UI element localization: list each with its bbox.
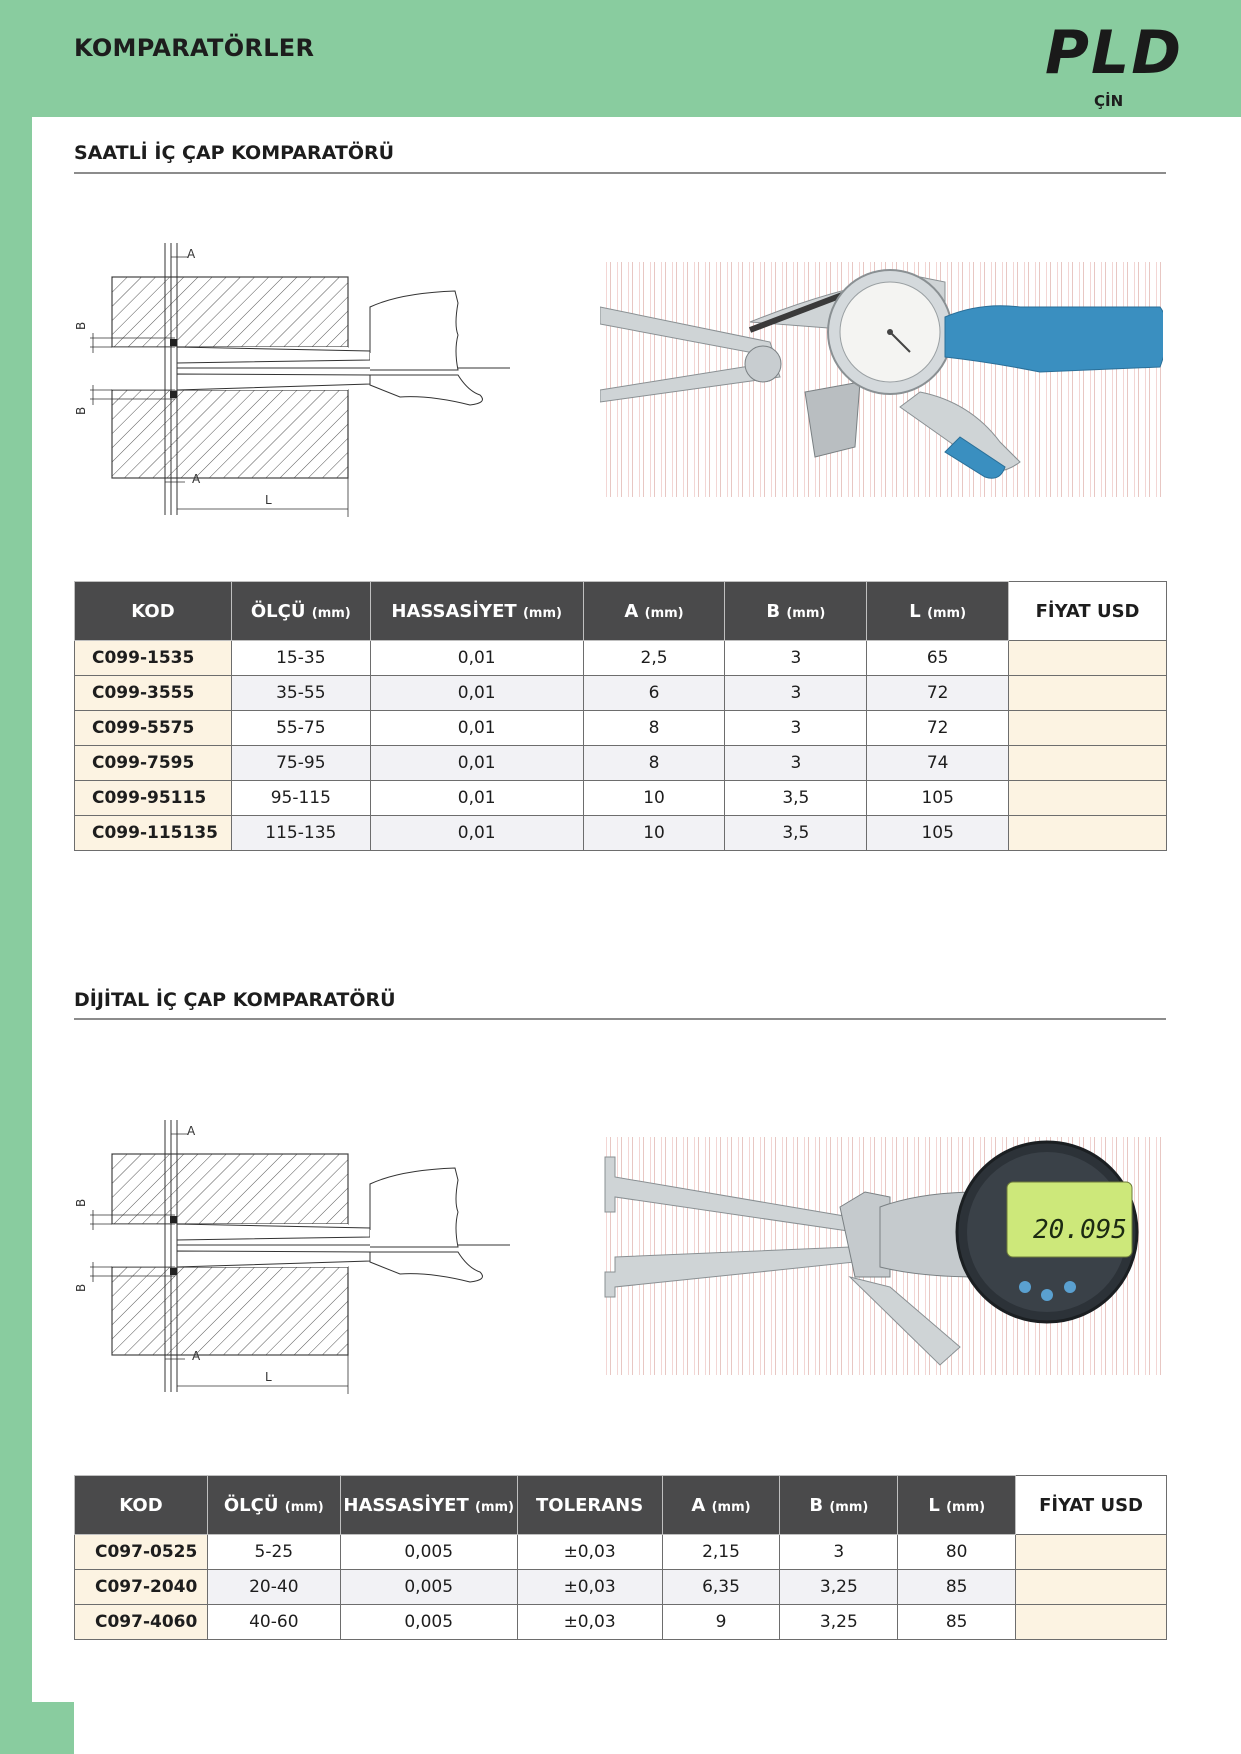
col-a: A (mm) bbox=[662, 1476, 780, 1535]
section-divider bbox=[74, 172, 1166, 174]
page-title: KOMPARATÖRLER bbox=[74, 34, 315, 62]
table-row bbox=[75, 641, 1167, 676]
dim-label-b-upper: B bbox=[74, 1198, 88, 1207]
cell-l: 85 bbox=[898, 1605, 1016, 1640]
col-b: B (mm) bbox=[725, 582, 867, 641]
cell-b: 3 bbox=[725, 641, 867, 676]
cell-kod: C097-0525 bbox=[75, 1535, 208, 1570]
cell-hassasiyet: 0,01 bbox=[370, 781, 583, 816]
cell-l: 65 bbox=[867, 641, 1009, 676]
cell-hassasiyet: 0,01 bbox=[370, 816, 583, 851]
col-b: B (mm) bbox=[780, 1476, 898, 1535]
cell-b: 3,5 bbox=[725, 816, 867, 851]
table-row bbox=[75, 746, 1167, 781]
dim-label-b-lower: B bbox=[74, 406, 88, 415]
spec-table-dial bbox=[74, 581, 1167, 851]
cell-l: 105 bbox=[867, 781, 1009, 816]
spec-table-digital bbox=[74, 1475, 1167, 1640]
cell-kod: C099-7595 bbox=[75, 746, 232, 781]
cell-fiyat bbox=[1016, 1570, 1167, 1605]
dim-label-b-lower: B bbox=[74, 1283, 88, 1292]
cell-olcu: 5-25 bbox=[207, 1535, 340, 1570]
cell-b: 3 bbox=[725, 746, 867, 781]
dim-label-a-bottom: A bbox=[192, 1349, 201, 1363]
col-hassasiyet: HASSASİYET (mm) bbox=[340, 1476, 517, 1535]
cell-b: 3,25 bbox=[780, 1570, 898, 1605]
cell-olcu: 115-135 bbox=[231, 816, 370, 851]
cell-hassasiyet: 0,01 bbox=[370, 676, 583, 711]
dim-label-l: L bbox=[265, 493, 272, 507]
cell-b: 3 bbox=[725, 711, 867, 746]
cell-a: 2,5 bbox=[583, 641, 725, 676]
section-title-digital: DİJİTAL İÇ ÇAP KOMPARATÖRÜ bbox=[74, 989, 396, 1011]
cell-l: 72 bbox=[867, 676, 1009, 711]
cell-kod: C099-95115 bbox=[75, 781, 232, 816]
cell-fiyat bbox=[1009, 746, 1167, 781]
left-side-bar bbox=[0, 0, 32, 1754]
table-row bbox=[75, 676, 1167, 711]
table-header-row bbox=[75, 582, 1167, 641]
cell-a: 10 bbox=[583, 781, 725, 816]
col-l: L (mm) bbox=[898, 1476, 1016, 1535]
workpiece-lower bbox=[112, 1267, 348, 1355]
workpiece-upper bbox=[112, 1154, 348, 1224]
col-l: L (mm) bbox=[867, 582, 1009, 641]
table-row bbox=[75, 1605, 1167, 1640]
col-olcu: ÖLÇÜ (mm) bbox=[231, 582, 370, 641]
section-divider bbox=[74, 1018, 1166, 1020]
cell-hassasiyet: 0,005 bbox=[340, 1535, 517, 1570]
col-kod: KOD bbox=[75, 582, 232, 641]
cell-hassasiyet: 0,01 bbox=[370, 746, 583, 781]
cell-kod: C099-5575 bbox=[75, 711, 232, 746]
cell-a: 8 bbox=[583, 711, 725, 746]
col-tolerans: TOLERANS bbox=[517, 1476, 662, 1535]
cell-kod: C097-4060 bbox=[75, 1605, 208, 1640]
cell-fiyat bbox=[1009, 781, 1167, 816]
workpiece-upper bbox=[112, 277, 348, 347]
cell-kod: C099-3555 bbox=[75, 676, 232, 711]
cell-kod: C099-115135 bbox=[75, 816, 232, 851]
cell-fiyat bbox=[1009, 816, 1167, 851]
cell-tolerans: ±0,03 bbox=[517, 1535, 662, 1570]
lcd-reading: 20.095 bbox=[1033, 1215, 1127, 1245]
cell-l: 85 bbox=[898, 1570, 1016, 1605]
cell-fiyat bbox=[1016, 1605, 1167, 1640]
dim-label-a-bottom: A bbox=[192, 472, 201, 486]
cell-olcu: 55-75 bbox=[231, 711, 370, 746]
cell-a: 9 bbox=[662, 1605, 780, 1640]
cell-b: 3,5 bbox=[725, 781, 867, 816]
dim-label-l: L bbox=[265, 1370, 272, 1384]
dim-label-a-top: A bbox=[187, 247, 196, 261]
technical-diagram bbox=[70, 235, 520, 525]
dim-label-b-upper: B bbox=[74, 321, 88, 330]
col-olcu: ÖLÇÜ (mm) bbox=[207, 1476, 340, 1535]
cell-kod: C097-2040 bbox=[75, 1570, 208, 1605]
origin-label: ÇİN bbox=[1094, 92, 1124, 110]
cell-fiyat bbox=[1009, 711, 1167, 746]
table-row bbox=[75, 1535, 1167, 1570]
cell-a: 6 bbox=[583, 676, 725, 711]
product-photo-dial-gauge bbox=[600, 262, 1163, 497]
cell-l: 72 bbox=[867, 711, 1009, 746]
section-title-dial: SAATLİ İÇ ÇAP KOMPARATÖRÜ bbox=[74, 142, 395, 164]
cell-l: 74 bbox=[867, 746, 1009, 781]
cell-olcu: 35-55 bbox=[231, 676, 370, 711]
cell-olcu: 75-95 bbox=[231, 746, 370, 781]
cell-l: 105 bbox=[867, 816, 1009, 851]
table-row bbox=[75, 1570, 1167, 1605]
cell-hassasiyet: 0,01 bbox=[370, 711, 583, 746]
cell-tolerans: ±0,03 bbox=[517, 1570, 662, 1605]
cell-b: 3 bbox=[725, 676, 867, 711]
col-fiyat: FİYAT USD bbox=[1009, 582, 1167, 641]
col-fiyat: FİYAT USD bbox=[1016, 1476, 1167, 1535]
table-row bbox=[75, 816, 1167, 851]
col-hassasiyet: HASSASİYET (mm) bbox=[370, 582, 583, 641]
cell-fiyat bbox=[1009, 641, 1167, 676]
cell-b: 3,25 bbox=[780, 1605, 898, 1640]
cell-a: 6,35 bbox=[662, 1570, 780, 1605]
cell-olcu: 20-40 bbox=[207, 1570, 340, 1605]
cell-l: 80 bbox=[898, 1535, 1016, 1570]
table-row bbox=[75, 781, 1167, 816]
cell-a: 2,15 bbox=[662, 1535, 780, 1570]
col-a: A (mm) bbox=[583, 582, 725, 641]
cell-olcu: 15-35 bbox=[231, 641, 370, 676]
table-header-row bbox=[75, 1476, 1167, 1535]
cell-olcu: 40-60 bbox=[207, 1605, 340, 1640]
table-row bbox=[75, 711, 1167, 746]
brand-logo: PLD bbox=[1045, 18, 1184, 88]
col-kod: KOD bbox=[75, 1476, 208, 1535]
cell-hassasiyet: 0,005 bbox=[340, 1570, 517, 1605]
workpiece-lower bbox=[112, 390, 348, 478]
product-photo-digital-gauge bbox=[600, 1137, 1163, 1375]
cell-kod: C099-1535 bbox=[75, 641, 232, 676]
cell-a: 8 bbox=[583, 746, 725, 781]
cell-olcu: 95-115 bbox=[231, 781, 370, 816]
cell-hassasiyet: 0,01 bbox=[370, 641, 583, 676]
cell-fiyat bbox=[1009, 676, 1167, 711]
cell-fiyat bbox=[1016, 1535, 1167, 1570]
dim-label-a-top: A bbox=[187, 1124, 196, 1138]
cell-b: 3 bbox=[780, 1535, 898, 1570]
cell-a: 10 bbox=[583, 816, 725, 851]
cell-tolerans: ±0,03 bbox=[517, 1605, 662, 1640]
cell-hassasiyet: 0,005 bbox=[340, 1605, 517, 1640]
technical-diagram bbox=[70, 1112, 520, 1402]
bottom-left-tab bbox=[0, 1702, 74, 1754]
